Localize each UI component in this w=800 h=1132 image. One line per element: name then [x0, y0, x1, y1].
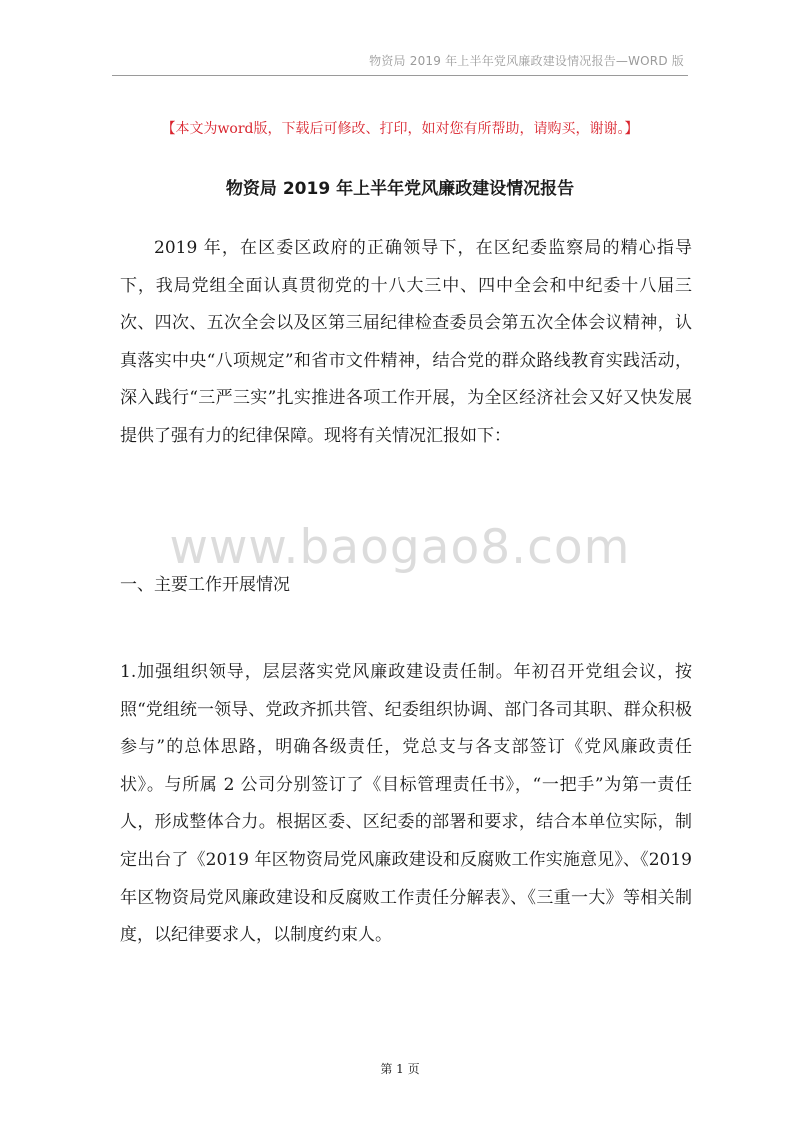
document-title: 物资局 2019 年上半年党风廉政建设情况报告: [225, 179, 575, 199]
watermark: www.baogao8.com: [169, 520, 631, 575]
item-paragraph-1: 1.加强组织领导，层层落实党风廉政建设责任制。年初召开党组会议，按照“党组统一领导、党政齐抓共管、纪委组织协调、部门各司其职、群众积极参与”的总体思路，明确各级责任，党总支与各支部签订《党风廉政责任状》。与所属 2 公司分别签订了《目标管理责任书》，“一把手”为第一责任人，形成整体合力。根据区委、区纪委的部署和要求，结合本单位实际，制定出台了《2019 年区物资局党风廉政建设和反腐败工作实施意见》、《2019 年区物资局党风廉政建设和反腐败工作责任分解表》、《三重一大》等相关制度，以纪律要求人，以制度约束人。: [120, 662, 692, 946]
download-notice: 【本文为word版，下载后可修改、打印，如对您有所帮助，请购买，谢谢。】: [161, 121, 639, 137]
section-heading: 一、主要工作开展情况: [120, 575, 290, 595]
header-divider: [112, 75, 688, 76]
intro-paragraph: 2019 年，在区委区政府的正确领导下，在区纪委监察局的精心指导下，我局党组全面认真贯彻党的十八大三中、四中全会和中纪委十八届三次、四次、五次全会以及区第三届纪律检查委员会第五次全体会议精神，认真落实中央“八项规定”和省市文件精神，结合党的群众路线教育实践活动，深入践行“三严三实”扎实推进各项工作开展，为全区经济社会又好又快发展提供了强有力的纪律保障。现将有关情况汇报如下：: [120, 238, 692, 446]
running-header: 物资局 2019 年上半年党风廉政建设情况报告—WORD 版: [369, 54, 684, 68]
page-number: 第 1 页: [380, 1062, 420, 1076]
